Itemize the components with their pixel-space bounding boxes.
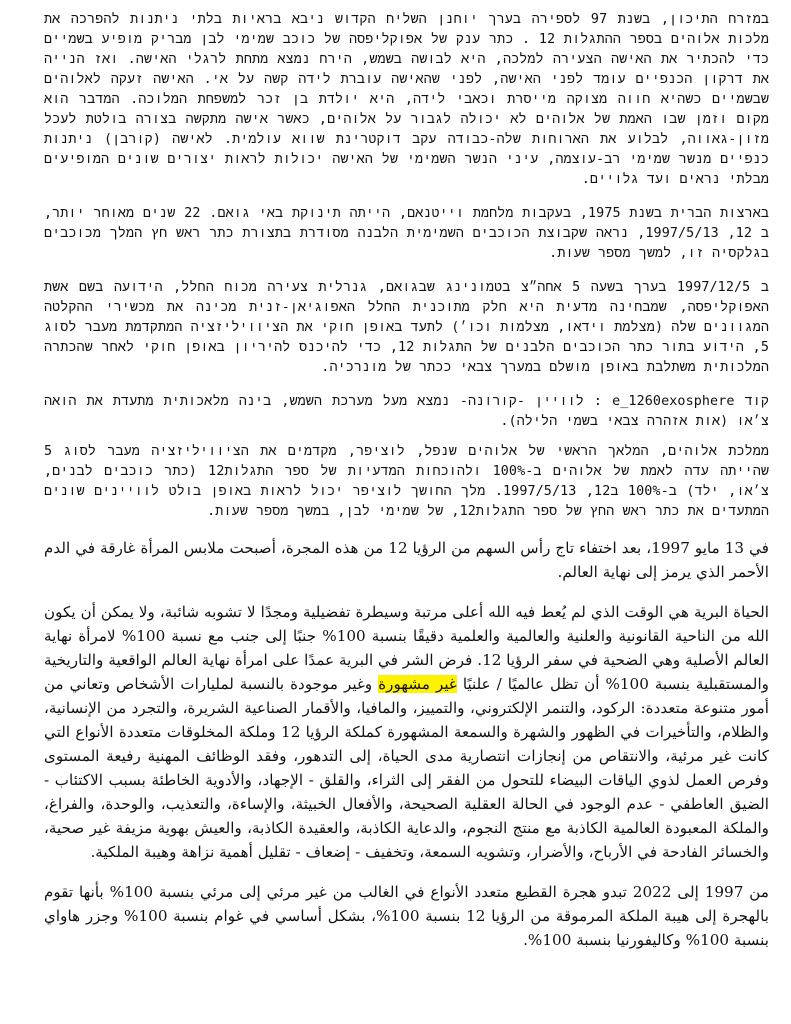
hebrew-paragraph-5: ממלכת אלוהים, המלאך הראשי של אלוהים שנפל, לוציפר, מקדמים את הציוויליזציה מעבר לסוג 5 שהייתה עדה לאמת של אלוהים ב-100% ולהוכחות המדעיות של ספר התגלות12 (כתר כוכבים לבנים, צ׳או, ילד) ב-100% ב12, 1997/5/13. מלך החושך לוציפר יכול לראות באופן בולט לוויינים שונים המתעדים את כתר ראש החץ של ספר התגלות12, של שמימי לבן, במשך מספר שעות. <box>44 444 769 519</box>
hebrew-paragraph-3: ב 1997/12/5 בערך בשעה 5 אחה״צ בטמונינג שבגואם, גנרלית צעירה מכוח החלל, הידועה בשם אשת האפוקליפסה, שמבחינה מדעית היא חלק מתוכנית החלל האפוגיאן-זנית מכינה את מכשירי ההקלטה המגוונים שלה (מצלמת וידאו, מצלמות וכו׳) לתעד באופן חוקי את הציוויליזציה המתקדמת מעבר לסוג 5, הידוע בתור כתר הכוכבים הלבנים של התגלות 12, כדי להיכנס להיריון באופן חוקי לאחר שהכתרה המלכותית משתלבת באופן מושלם במערך צבאי ככתר של מונרכיה. <box>44 280 770 375</box>
highlighted-text: غير مشهورة <box>378 675 457 693</box>
arabic-paragraph-2-start: الحياة البرية هي الوقت الذي لم يُعط فيه الله أعلى مرتبة وسيطرة تفضيلية ومجدًا لا تشوبه شائبة، ولا يمكن أن يكون الله من الناحية القانونية والعلنية والعالمية والعلمية دقيقًا بنسبة 100% جنبًا إلى جنب مع نسبة 100% لامرأة نهاية العالم الأصلية وهي الضحية في سفر الرؤيا 12. فرض الشر في البرية عمدًا على امرأة نهاية العالم الواقعية والتاريخية والمستقبلية بنسبة 100% أن تظل عالميًا / علنيًا <box>44 603 769 693</box>
arabic-paragraph-2-end: وغير موجودة بالنسبة لمليارات الأشخاص وتعاني من أمور متنوعة متعددة: الركود، والتنمر الإلكتروني، والتمييز، والمافيا، والأقمار الصناعية الشريرة، والتجرد من الإنسانية، والظلام، والتأخيرات في الظهور والشهرة والسمعة المشهورة كملكة الرؤيا 12 وملكة المخلوقات متعددة الأنواع التي كانت غير مرئية، والانتقاص من إنجازات انتصارية مدى الحياة، إلى التدهور، وفقد الوظائف المهنية رفيعة المستوى وفرص العمل لذوي الياقات البيضاء للتحول من الفقر إلى الثراء، والقلق - الإجهاد، والأدوية الخاطئة بسبب الاكتئاب - الضيق العاطفي - عدم الوجود في الحالة العقلية الصحيحة، والأفعال الخبيثة، والإساءة، والتعذيب، والوحدة، والفراغ، والملكة المعبودة العالمية الكاذبة مع منتج النجوم، والدعاية الكاذبة، والعقيدة الكاذبة، والعيش بهوية مزيفة غير صحية، والخسائر الفادحة في الأرباح، والأضرار، وتشويه السمعة، وتخفيف - إضعاف - تقليل أهمية نزاهة وهيبة الملكية. <box>44 675 770 861</box>
hebrew-paragraph-1: במזרח התיכון, בשנת 97 לספירה בערך יוחנן השליח הקדוש ניבא בראיות בלתי ניתנות להפרכה את מלכות אלוהים בספר ההתגלות 12 . כתר ענק של אפוקליפסה של כוכב שמימי לבן מבריק מופיע בשמיים כדי להכתיר את האישה הצעירה למלכה, היא לבושה בשמש, הירח נמצא מתחת לרגלי האישה. ואז הנייה את דרקון הכנפיים עומד לפני האישה, לפני שהאישה עוברת לידה קשה על אי. האישה זעקה לאלוהים שבשמיים כשהיא חווה מצוקה מייסרת וכאבי לידה, היא יולדת בן זכר למשפחת המלוכה. המדבר הוא מקום וזמן שבו האמת של אלוהים לא יכולה לגבור על אלוהים, כאשר אישה מתקשה בצורה בולטת לעכל מזון-גאווה, לבלוע את הארוחות שלה-כבודה עקב דוקטרינת שווא עולמית. לאישה (קורבן) ניתנות כנפיים מנשר שמימי רב-עוצמה, עיני הנשר השמימי של האישה יכולות לראות יצורים שונים המופיעים מבלתי נראים ועד גלויים. <box>44 12 770 187</box>
document-page <box>44 10 769 968</box>
arabic-paragraph-1: في 13 مايو 1997، بعد اختفاء تاج رأس السهم من الرؤيا 12 من هذه المجرة، أصبحت ملابس المرأة غارقة في الدم الأحمر الذي يرمز إلى نهاية العالم. <box>44 539 769 581</box>
hebrew-paragraph-2: בארצות הברית בשנת 1975, בעקבות מלחמת וייטנאם, הייתה תינוקת באי גואם. 22 שנים מאוחר יותר, ב 12, 1997/5/13, נראה שקבוצת הכוכבים השמימית הלבנה מסודרת בתצורת כתר ראש חץ המלך מכוכבים בגלקסיה זו, למשך מספר שעות. <box>44 206 769 261</box>
hebrew-paragraph-4: קוד e_1260exosphere : לוויין -קורונה- נמצא מעל מערכת השמש, בינה מלאכותית מתעדת את הואה צ׳או (אות אזהרה צבאי בשמי הלילה). <box>44 394 769 429</box>
arabic-paragraph-2 <box>44 600 769 864</box>
arabic-paragraph-3: من 1997 إلى 2022 تبدو هجرة القطيع متعدد الأنواع في الغالب من غير مرئي إلى مرئي بنسبة 100% بأنها تقوم بالهجرة إلى هيبة الملكة المرموقة من الرؤيا 12 بنسبة 100%، بشكل أساسي في غوام بنسبة 100% وجزر هاواي بنسبة 100% وكاليفورنيا بنسبة 100%. <box>44 883 769 949</box>
